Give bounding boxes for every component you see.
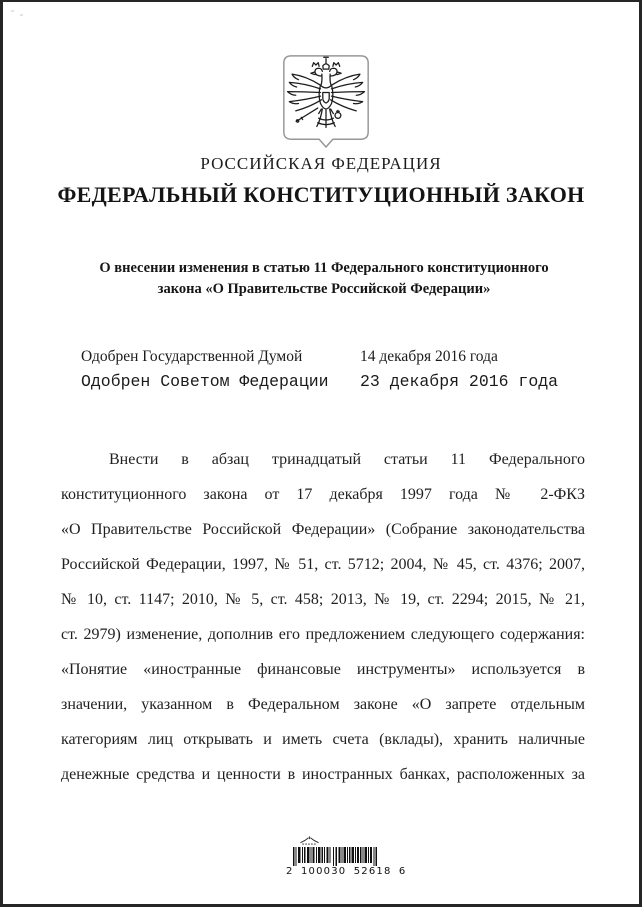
coat-of-arms-icon xyxy=(280,54,372,153)
body-line: «О Правительстве Российской Федерации» (Собрание законодательства xyxy=(61,521,585,538)
approval-duma-date: 14 декабря 2016 года xyxy=(360,348,498,365)
barcode-digits: 2 100030 52618 6 xyxy=(286,866,407,877)
law-title xyxy=(63,258,585,299)
scan-artifact xyxy=(11,10,25,18)
body-line: значении, указанном в Федеральном законе «О запрете отдельным xyxy=(61,696,585,713)
body-line: Российской Федерации, 1997, № 51, ст. 5712; 2004, № 45, ст. 4376; 2007, xyxy=(61,556,585,573)
law-title-line-1: О внесении изменения в статью 11 Федерального конституционного xyxy=(99,260,549,276)
law-body-paragraph xyxy=(61,442,585,792)
body-line: категориям лиц открывать и иметь счета (вклады), хранить наличные xyxy=(61,731,585,748)
approval-council-row xyxy=(81,372,601,391)
body-line: денежные средства и ценности в иностранных банках, расположенных за xyxy=(61,766,585,783)
law-title-line-2: закона «О Правительстве Российской Федерации» xyxy=(157,280,491,297)
approval-duma-label: Одобрен Государственной Думой xyxy=(81,348,303,365)
publication-barcode xyxy=(286,835,407,880)
approval-council-label: Одобрен Советом Федерации xyxy=(81,372,329,391)
body-line: «Понятие «иностранные финансовые инструменты» используется в xyxy=(61,661,585,678)
barcode-bars xyxy=(293,847,377,866)
approval-duma-row xyxy=(81,348,601,366)
body-line: № 10, ст. 1147; 2010, № 5, ст. 458; 2013, № 19, ст. 2294; 2015, № 21, xyxy=(61,591,585,608)
body-line: ст. 2979) изменение, дополнив его предложением следующего содержания: xyxy=(61,626,585,643)
double-headed-eagle-icon xyxy=(280,54,372,153)
body-line: Внести в абзац тринадцатый статьи 11 Федерального xyxy=(109,451,585,468)
country-heading: РОССИЙСКАЯ ФЕДЕРАЦИЯ xyxy=(200,154,442,173)
publisher-eagle-mark-icon xyxy=(299,835,320,845)
document-type-heading: ФЕДЕРАЛЬНЫЙ КОНСТИТУЦИОННЫЙ ЗАКОН xyxy=(57,182,585,207)
body-line: конституционного закона от 17 декабря 1997 года № 2-ФКЗ xyxy=(61,486,585,503)
approval-council-date: 23 декабря 2016 года xyxy=(360,372,559,391)
